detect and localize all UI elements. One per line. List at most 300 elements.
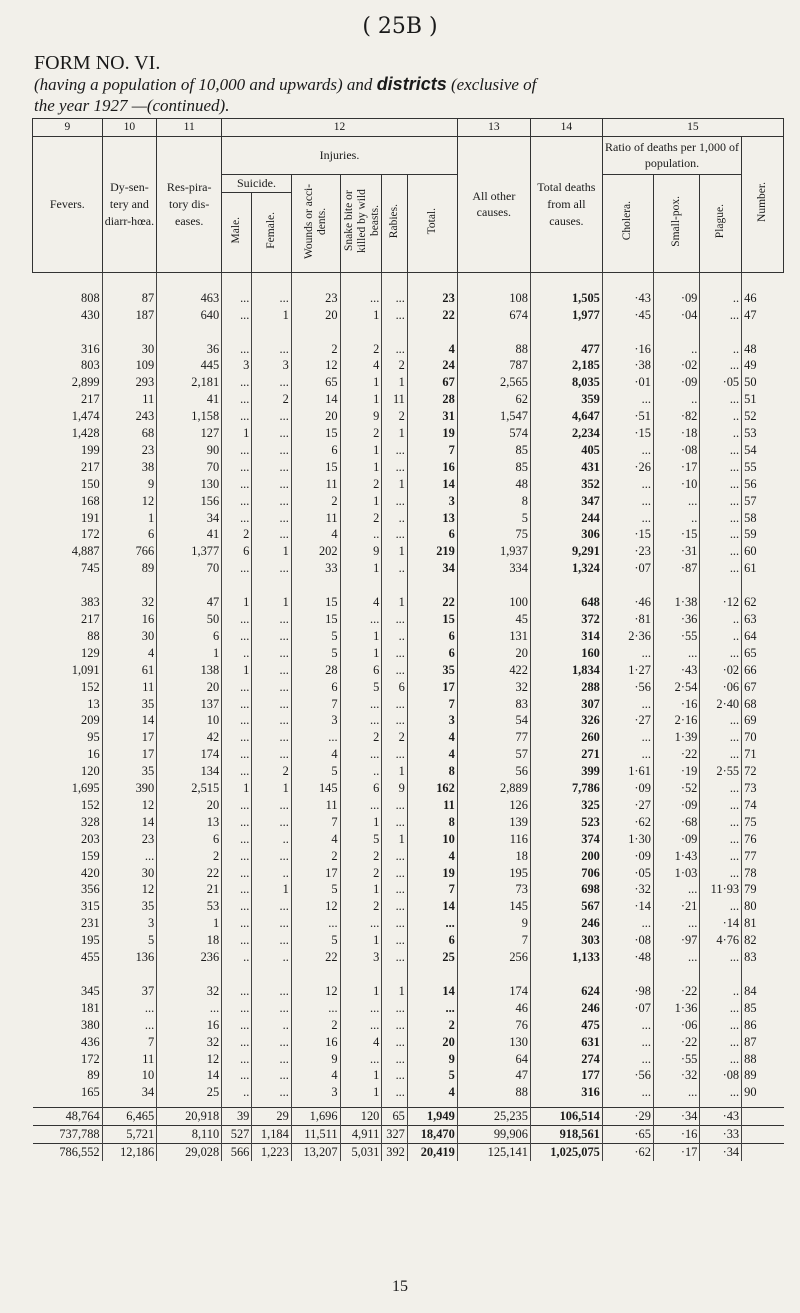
table-cell: 2·36 [602, 628, 653, 645]
table-cell: ... [252, 797, 291, 814]
table-cell: 47 [457, 1067, 530, 1084]
table-cell: ... [700, 1017, 742, 1034]
table-cell: .. [222, 949, 252, 966]
table-cell: 13 [157, 814, 222, 831]
table-cell: 53 [742, 425, 784, 442]
table-cell: ... [340, 1000, 382, 1017]
header-number-cell [742, 136, 784, 272]
header-plague: Plague. [714, 203, 727, 239]
table-row [33, 645, 784, 662]
table-cell: ... [382, 662, 408, 679]
table-cell: 88 [457, 1084, 530, 1101]
table-row [33, 1034, 784, 1051]
table-cell: ... [407, 915, 457, 932]
table-cell: 1 [222, 662, 252, 679]
table-cell: ... [700, 1000, 742, 1017]
table-cell: 271 [530, 746, 602, 763]
table-cell: 527 [222, 1126, 252, 1144]
table-cell: 15 [291, 425, 340, 442]
table-cell: 89 [742, 1067, 784, 1084]
spacer-cell [340, 272, 382, 289]
table-cell: ·46 [602, 594, 653, 611]
table-cell: 1 [222, 594, 252, 611]
table-cell: 217 [81, 611, 100, 626]
table-cell: 172 [81, 527, 100, 542]
table-cell: 159 [81, 848, 100, 863]
header-smallpox: Small-pox. [670, 195, 683, 247]
table-cell: 4 [291, 526, 340, 543]
table-cell: 11 [102, 1051, 157, 1068]
table-cell: ·62 [602, 814, 653, 831]
table-cell: ... [382, 797, 408, 814]
table-cell: ... [222, 374, 252, 391]
table-cell: 47 [157, 594, 222, 611]
table-cell: ·06 [700, 679, 742, 696]
table-cell: ... [382, 865, 408, 882]
spacer-cell [382, 577, 408, 594]
table-cell: 1,158 [157, 408, 222, 425]
spacer-cell [291, 966, 340, 983]
spacer-cell [102, 272, 157, 289]
table-cell: 82 [742, 932, 784, 949]
table-cell: ... [700, 543, 742, 560]
spacer-cell [530, 966, 602, 983]
table-cell: 1 [340, 983, 382, 1000]
table-cell: 11·93 [700, 881, 742, 898]
table-cell: 390 [102, 780, 157, 797]
table-row [33, 881, 784, 898]
spacer-cell [382, 272, 408, 289]
table-cell: 7 [407, 881, 457, 898]
table-cell: 2 [382, 729, 408, 746]
table-cell: ... [222, 915, 252, 932]
header-ratio: Ratio of deaths per 1,000 of population. [602, 136, 741, 174]
table-cell: 74 [742, 797, 784, 814]
spacer-cell [653, 324, 699, 341]
table-cell: 372 [530, 611, 602, 628]
table-cell: 1·61 [602, 763, 653, 780]
spacer-cell [653, 966, 699, 983]
table-row [33, 898, 784, 915]
table-cell: 6 [102, 526, 157, 543]
table-cell: 30 [102, 628, 157, 645]
table-cell: 34 [157, 510, 222, 527]
table-cell: ... [340, 611, 382, 628]
table-cell: ... [252, 746, 291, 763]
table-cell: 219 [407, 543, 457, 560]
table-cell: 1 [382, 543, 408, 560]
table-cell: ... [382, 712, 408, 729]
table-cell: 5 [291, 628, 340, 645]
table-cell: 4 [407, 746, 457, 763]
table-cell: 4 [291, 831, 340, 848]
table-cell: 15 [407, 611, 457, 628]
table-cell: 70 [742, 729, 784, 746]
table-cell: 23 [102, 831, 157, 848]
table-cell: 137 [157, 696, 222, 713]
table-cell: 260 [530, 729, 602, 746]
table-cell: 87 [742, 1034, 784, 1051]
table-cell: 48 [457, 476, 530, 493]
table-row [33, 628, 784, 645]
table-cell: 90 [742, 1084, 784, 1101]
spacer-cell [457, 324, 530, 341]
table-cell: 85 [457, 442, 530, 459]
table-cell: 1,949 [407, 1108, 457, 1126]
col-num-14: 14 [530, 119, 602, 137]
table-cell: 5 [102, 932, 157, 949]
table-cell: ·07 [602, 1000, 653, 1017]
table-cell: 195 [81, 933, 100, 948]
table-row [33, 425, 784, 442]
table-cell: 7 [102, 1034, 157, 1051]
table-cell: 78 [742, 865, 784, 882]
spacer-cell [700, 324, 742, 341]
table-cell: ... [252, 408, 291, 425]
table-cell: 2 [340, 848, 382, 865]
table-cell: 2,234 [530, 425, 602, 442]
header-fevers: Fevers. [33, 136, 103, 272]
table-cell: 6,465 [102, 1108, 157, 1126]
table-cell: ... [602, 1017, 653, 1034]
table-cell: 246 [530, 1000, 602, 1017]
table-cell: ... [252, 679, 291, 696]
table-cell: 69 [742, 712, 784, 729]
table-cell: ... [222, 881, 252, 898]
table-cell: ·97 [653, 932, 699, 949]
table-cell: 39 [222, 1108, 252, 1126]
table-row [33, 696, 784, 713]
table-cell: 90 [157, 442, 222, 459]
table-cell: 199 [81, 442, 100, 457]
table-cell: 574 [457, 425, 530, 442]
table-cell: ... [252, 932, 291, 949]
table-cell: ·62 [602, 1144, 653, 1161]
table-row [33, 408, 784, 425]
table-cell: ... [602, 1051, 653, 1068]
table-cell: 203 [81, 831, 100, 846]
table-cell: .. [222, 645, 252, 662]
table-cell: 35 [102, 763, 157, 780]
table-cell: 47 [742, 307, 784, 324]
table-cell: .. [340, 526, 382, 543]
table-cell: 68 [742, 696, 784, 713]
table-cell: 136 [102, 949, 157, 966]
table-cell: 31 [407, 408, 457, 425]
table-cell: ... [700, 831, 742, 848]
table-cell: 28 [291, 662, 340, 679]
table-cell: ... [222, 611, 252, 628]
table-cell: 430 [81, 307, 100, 322]
table-cell: 307 [530, 696, 602, 713]
table-cell: 120 [81, 764, 100, 779]
table-cell: 89 [87, 1068, 100, 1083]
table-cell: 2,565 [457, 374, 530, 391]
table-cell: 6 [407, 932, 457, 949]
table-cell: ... [222, 1000, 252, 1017]
table-cell: ... [602, 493, 653, 510]
table-cell: 22 [157, 865, 222, 882]
table-cell: 181 [81, 1000, 100, 1015]
total-row [33, 1126, 784, 1144]
table-row [33, 848, 784, 865]
table-cell: 38 [102, 459, 157, 476]
table-cell: 16 [157, 1017, 222, 1034]
table-cell: ·82 [653, 408, 699, 425]
table-cell: ·55 [653, 1051, 699, 1068]
table-cell: ·15 [602, 425, 653, 442]
table-cell: ... [222, 1051, 252, 1068]
table-cell: ... [222, 848, 252, 865]
table-cell: 34 [407, 560, 457, 577]
table-body [33, 272, 784, 1161]
table-cell: 23 [407, 290, 457, 307]
table-cell: 5 [340, 831, 382, 848]
table-cell: 150 [81, 476, 100, 491]
table-cell: ·22 [653, 746, 699, 763]
table-cell: 1,547 [457, 408, 530, 425]
table-cell: 1 [382, 763, 408, 780]
table-cell: 5 [291, 932, 340, 949]
table-cell: 200 [530, 848, 602, 865]
table-cell: 209 [81, 713, 100, 728]
table-cell: 2·40 [700, 696, 742, 713]
table-cell: 325 [530, 797, 602, 814]
spacer-cell [222, 966, 252, 983]
table-cell [742, 1126, 784, 1144]
table-cell: 15 [291, 611, 340, 628]
table-cell: 477 [530, 341, 602, 358]
table-cell: ... [653, 645, 699, 662]
table-cell: 49 [742, 357, 784, 374]
spacer-cell [382, 324, 408, 341]
spacer-cell [653, 577, 699, 594]
header-plague-cell [700, 174, 742, 272]
table-cell: 25,235 [457, 1108, 530, 1126]
table-cell: 76 [457, 1017, 530, 1034]
table-cell: 65 [742, 645, 784, 662]
table-row [33, 374, 784, 391]
table-cell: ... [382, 442, 408, 459]
spacer-cell [291, 272, 340, 289]
table-cell: 1·39 [653, 729, 699, 746]
table-cell: 463 [157, 290, 222, 307]
table-cell: ·38 [602, 357, 653, 374]
table-cell: 303 [530, 932, 602, 949]
table-cell: ·07 [602, 560, 653, 577]
table-cell: ·34 [700, 1144, 742, 1161]
table-cell: 129 [81, 645, 100, 660]
table-cell: 191 [81, 510, 100, 525]
table-cell: 6 [340, 780, 382, 797]
table-row [33, 915, 784, 932]
table-cell: ... [340, 712, 382, 729]
table-cell: ·98 [602, 983, 653, 1000]
table-cell: 46 [742, 290, 784, 307]
table-cell: 422 [457, 662, 530, 679]
table-cell: 88 [87, 628, 100, 643]
table-cell: ... [382, 1084, 408, 1101]
table-cell: ·43 [602, 290, 653, 307]
total-row [33, 1144, 784, 1161]
table-cell: ... [157, 1000, 222, 1017]
table-cell: 19 [407, 425, 457, 442]
page-number-top: ( 25B ) [362, 14, 438, 39]
header-male-cell [222, 192, 252, 272]
table-cell: ... [382, 696, 408, 713]
table-cell: 2 [382, 408, 408, 425]
table-cell: 316 [530, 1084, 602, 1101]
table-row [33, 493, 784, 510]
header-suicide: Suicide. [222, 174, 292, 192]
table-cell: 9 [340, 408, 382, 425]
table-cell: 108 [457, 290, 530, 307]
table-cell: ·21 [653, 898, 699, 915]
header-snake: Snake bite or killed by wild beasts. [342, 189, 381, 253]
table-cell: 120 [340, 1108, 382, 1126]
table-cell: .. [252, 831, 291, 848]
spacer-cell [742, 966, 784, 983]
table-cell: 16 [102, 611, 157, 628]
table-cell: 58 [742, 510, 784, 527]
table-cell: 231 [81, 916, 100, 931]
table-cell: 7 [457, 932, 530, 949]
form-title: FORM NO. VI. [34, 52, 161, 74]
table-cell: ... [340, 1017, 382, 1034]
spacer-row [33, 966, 784, 983]
table-cell: 134 [157, 763, 222, 780]
table-cell: 436 [81, 1034, 100, 1049]
table-cell: 35 [102, 696, 157, 713]
table-cell: 1,505 [530, 290, 602, 307]
table-cell: 327 [382, 1126, 408, 1144]
table-cell: 75 [457, 526, 530, 543]
table-cell: ... [222, 898, 252, 915]
table-cell: 17 [102, 746, 157, 763]
spacer-cell [653, 272, 699, 289]
table-cell: ... [252, 696, 291, 713]
table-cell: 12 [291, 983, 340, 1000]
spacer-cell [530, 272, 602, 289]
table-cell [742, 1108, 784, 1126]
table-cell: 359 [530, 391, 602, 408]
table-cell: 6 [340, 662, 382, 679]
table-cell: .. [382, 560, 408, 577]
table-cell: 420 [81, 865, 100, 880]
table-cell: 236 [157, 949, 222, 966]
table-cell: ... [252, 1051, 291, 1068]
table-cell: 3 [340, 949, 382, 966]
table-row [33, 865, 784, 882]
table-cell: 4 [340, 594, 382, 611]
spacer-cell [457, 577, 530, 594]
table-cell: 1 [340, 374, 382, 391]
table-cell: ... [340, 1051, 382, 1068]
table-cell: 54 [742, 442, 784, 459]
table-cell: 22 [407, 307, 457, 324]
table-cell: ·56 [602, 1067, 653, 1084]
table-cell: .. [653, 391, 699, 408]
spacer-cell [742, 577, 784, 594]
table-cell: ... [252, 341, 291, 358]
table-cell: 145 [457, 898, 530, 915]
table-cell: 63 [742, 611, 784, 628]
table-cell: ·05 [700, 374, 742, 391]
table-cell: ... [602, 696, 653, 713]
table-cell: 109 [102, 357, 157, 374]
table-cell: ·87 [653, 560, 699, 577]
table-cell: 274 [530, 1051, 602, 1068]
table-cell: 1 [340, 307, 382, 324]
header-rabies: Rabies. [388, 203, 401, 239]
spacer-cell [382, 966, 408, 983]
table-cell: ... [252, 1000, 291, 1017]
table-cell: 13 [407, 510, 457, 527]
table-cell: ... [252, 425, 291, 442]
table-cell: ... [653, 881, 699, 898]
table-cell: 246 [530, 915, 602, 932]
table-cell: 1 [382, 374, 408, 391]
table-cell: 52 [742, 408, 784, 425]
table-cell: 29,028 [157, 1144, 222, 1161]
table-cell: ... [222, 493, 252, 510]
table-row [33, 746, 784, 763]
total-row [33, 1108, 784, 1126]
table-cell: 1·38 [653, 594, 699, 611]
table-cell: 4 [102, 645, 157, 662]
table-cell: 14 [407, 898, 457, 915]
table-row [33, 949, 784, 966]
table-cell: ... [653, 915, 699, 932]
table-cell: 195 [457, 865, 530, 882]
table-cell: ·02 [700, 662, 742, 679]
col-num-13: 13 [457, 119, 530, 137]
table-cell: 30 [102, 341, 157, 358]
table-cell: 1,695 [71, 781, 100, 796]
spacer-cell [602, 272, 653, 289]
table-cell: ·16 [653, 696, 699, 713]
table-cell: ... [291, 915, 340, 932]
table-cell: ... [700, 797, 742, 814]
table-cell: ... [382, 459, 408, 476]
table-cell: 8 [407, 814, 457, 831]
table-cell: ... [222, 814, 252, 831]
table-cell: 1,091 [71, 662, 100, 677]
table-cell: 20 [457, 645, 530, 662]
table-cell: ·22 [653, 1034, 699, 1051]
col-num-12: 12 [222, 119, 458, 137]
table-cell: 3 [291, 712, 340, 729]
table-cell: 356 [81, 882, 100, 897]
table-cell: ... [382, 1067, 408, 1084]
table-cell: 64 [457, 1051, 530, 1068]
spacer-cell [291, 577, 340, 594]
table-cell: ... [252, 493, 291, 510]
table-cell: 70 [157, 459, 222, 476]
table-cell: 2,181 [157, 374, 222, 391]
table-cell: 59 [742, 526, 784, 543]
table-cell: 1·03 [653, 865, 699, 882]
table-row [33, 1067, 784, 1084]
table-cell: 126 [457, 797, 530, 814]
table-cell: ·55 [653, 628, 699, 645]
table-cell: ... [700, 746, 742, 763]
table-cell: ... [252, 983, 291, 1000]
table-cell: ... [222, 510, 252, 527]
subtitle-districts: districts [376, 74, 447, 94]
table-cell: 6 [382, 679, 408, 696]
table-cell: ... [700, 526, 742, 543]
